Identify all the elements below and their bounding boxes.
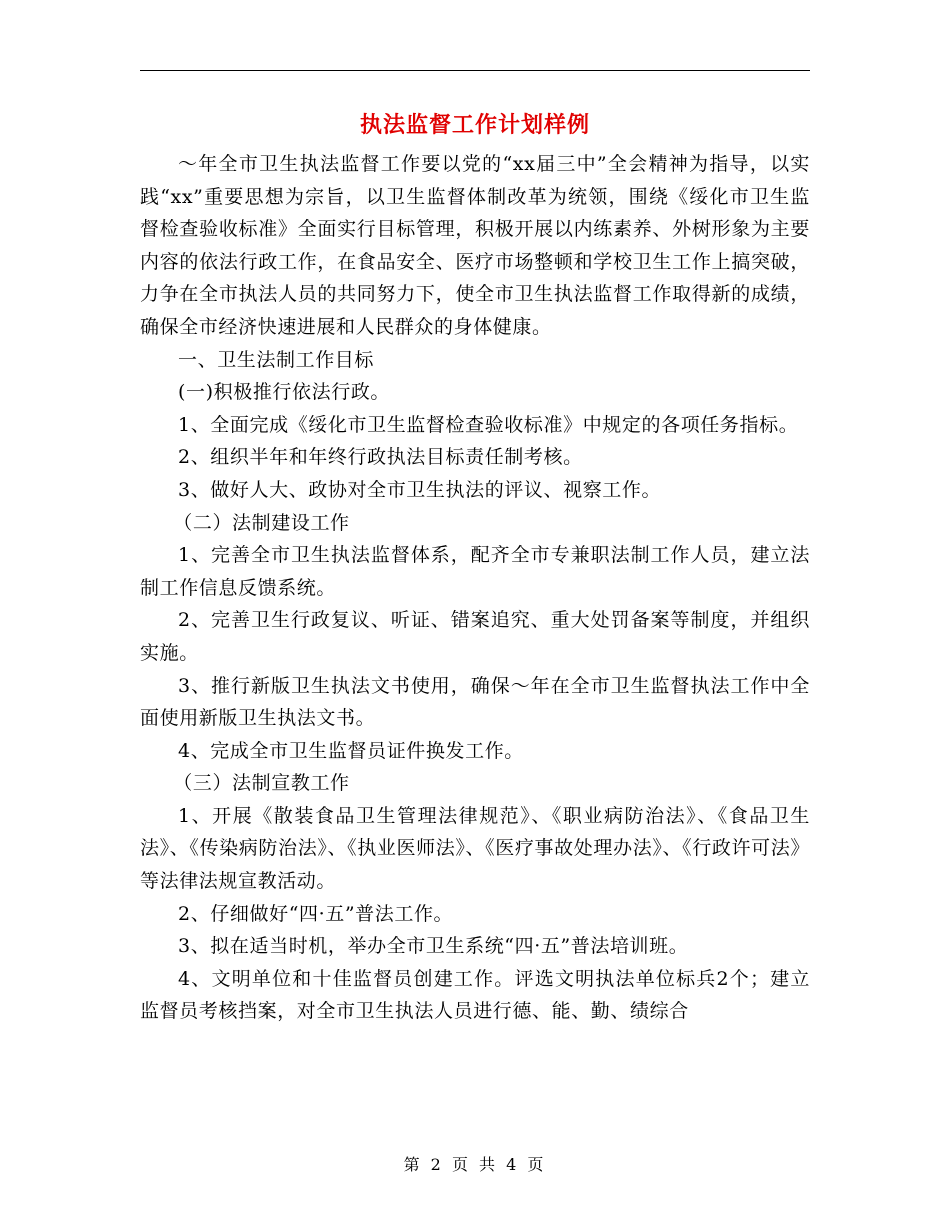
list-item: 2、完善卫生行政复议、听证、错案追究、重大处罚备案等制度，并组织实施。	[140, 609, 810, 664]
list-item: 2、仔细做好“四·五”普法工作。	[178, 902, 454, 925]
list-item: 4、完成全市卫生监督员证件换发工作。	[178, 739, 524, 762]
document-title: 执法监督工作计划样例	[359, 113, 590, 138]
page-number-footer: 第 2 页 共 4 页	[403, 1155, 547, 1174]
list-item: 2、组织半年和年终行政执法目标责任制考核。	[178, 446, 583, 469]
paragraph-intro: ～年全市卫生执法监督工作要以党的“xx届三中”全会精神为指导，以实践“xx”重要思想为宗旨，以卫生监督体制改革为统领，围绕《绥化市卫生监督检查验收标准》全面实行目标管理，积极开展以内练素养、外树形象为主要内容的依法行政工作，在食品安全、医疗市场整顿和学校卫生工作上搞突破，力争在全市执法人员的共同努力下，使全市卫生执法监督工作取得新的成绩，确保全市经济快速进展和人民群众的身体健康。	[140, 153, 810, 338]
document-body	[140, 148, 810, 1028]
list-item: 1、全面完成《绥化市卫生监督检查验收标准》中规定的各项任务指标。	[178, 413, 799, 436]
subsection-heading-1: (一)积极推行依法行政。	[178, 381, 391, 404]
subsection-heading-2: （二）法制建设工作	[173, 511, 350, 534]
list-item: 4、文明单位和十佳监督员创建工作。评选文明执法单位标兵2个；建立监督员考核挡案，对全市卫生执法人员进行德、能、勤、绩综合	[140, 967, 810, 1023]
list-item: 3、拟在适当时机，举办全市卫生系统“四·五”普法培训班。	[178, 935, 689, 958]
header-rule	[140, 70, 810, 71]
subsection-heading-3: （三）法制宣教工作	[173, 772, 350, 795]
list-item: 1、完善全市卫生执法监督体系，配齐全市专兼职法制工作人员，建立法制工作信息反馈系统。	[140, 544, 810, 599]
list-item: 1、开展《散装食品卫生管理法律规范》、《职业病防治法》、《食品卫生法》、《传染病防治法》、《执业医师法》、《医疗事故处理办法》、《行政许可法》等法律法规宣教活动。	[140, 804, 810, 893]
list-item: 3、做好人大、政协对全市卫生执法的评议、视察工作。	[178, 478, 662, 501]
list-item: 3、推行新版卫生执法文书使用，确保～年在全市卫生监督执法工作中全面使用新版卫生执法文书。	[140, 674, 810, 730]
section-heading-1: 一、卫生法制工作目标	[178, 348, 375, 371]
